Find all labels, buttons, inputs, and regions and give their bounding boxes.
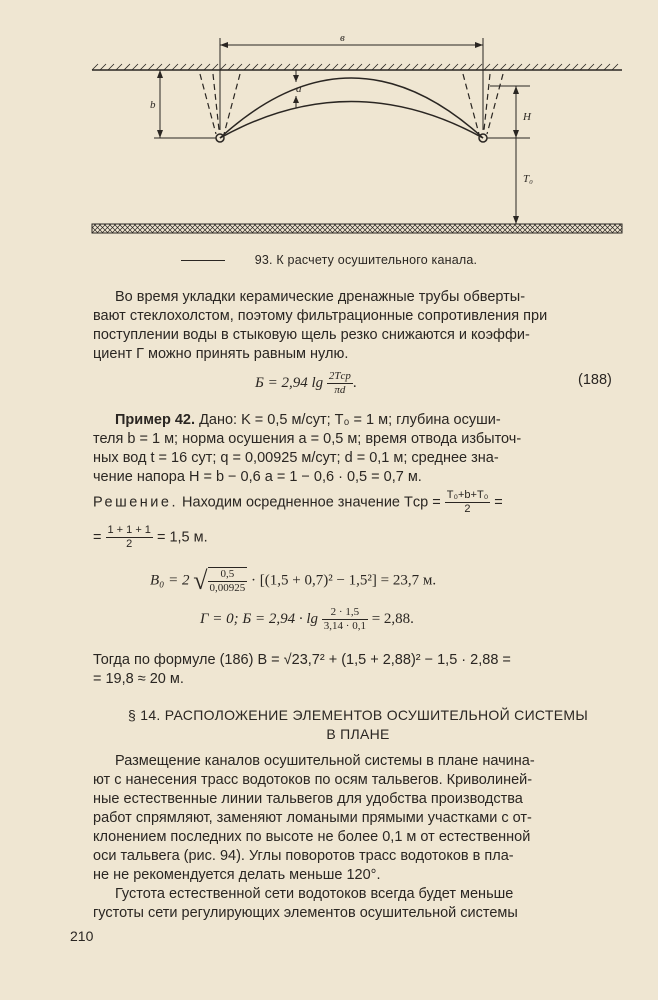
text-line: Размещение каналов осушительной системы в плане начина-: [115, 753, 535, 769]
drainage-diagram: [0, 30, 658, 245]
text-line: ют с нанесения трасс водотоков по осям тальвегов. Криволиней-: [93, 772, 533, 788]
fraction: $\frac{1 + 1 + 1}{2}$: [107, 524, 151, 550]
body-paragraph-2: [93, 885, 623, 923]
text-line: Тогда по формуле (186) B = √23,7² + (1,5 + 2,88)² − 1,5 · 2,88 =: [93, 652, 511, 668]
fraction: $\frac{\text{T₀+b+T₀}}{2}$: [446, 489, 489, 515]
formula-G-B: Г = 0; Б = 2,94 · lg $\frac{2 \cdot 1,5}{3,14 \cdot 0,1}$ = 2,88.: [200, 606, 414, 632]
label-a: a: [296, 83, 302, 95]
text-line: чение напора H = b − 0,6 a = 1 − 0,6 · 0,5 = 0,7 м.: [93, 469, 422, 485]
example-42: [93, 411, 623, 487]
label-b: b: [150, 99, 156, 111]
intro-paragraph: [93, 288, 623, 364]
text-line: вают стеклохолстом, поэтому фильтрационные сопротивления при: [93, 308, 548, 324]
text-line: работ спрямляют, заменяют ломаными прямыми участками с от-: [93, 810, 532, 826]
formula-B0: B₀ = 2 √ $\frac{0,5}{0,00925}$ · [(1,5 + 0,7)² − 1,5²] = 23,7 м.: [150, 566, 437, 595]
solution-line: Решение. Находим осредненное значение Tср = $\frac{\text{T₀+b+T₀}}{2}$ =: [93, 489, 503, 515]
figure-caption: 93. К расчету осушительного канала.: [0, 253, 658, 267]
conclusion: [93, 651, 633, 689]
text-line: циент Г можно принять равным нулю.: [93, 346, 349, 362]
equation-number: (188): [578, 372, 612, 388]
text-line: Дано: K = 0,5 м/сут; T₀ = 1 м; глубина осуши-: [199, 412, 501, 428]
formula-188: Б = 2,94 lg $\frac{\text{2Tср}}{\pi d}$ .: [255, 370, 357, 396]
label-T0: T₀: [523, 173, 533, 185]
fraction: $\frac{2 \cdot 1,5}{3,14 \cdot 0,1}$: [323, 606, 366, 632]
text-line: не не рекомендуется делать меньше 120°.: [93, 867, 381, 883]
text-line: ных вод t = 16 сут; q = 0,00925 м/сут; d = 0,1 м; среднее зна-: [93, 450, 499, 466]
label-width: в: [340, 32, 345, 44]
text-line: Во время укладки керамические дренажные трубы обверты-: [115, 289, 526, 305]
text-line: клонением последних по высоте не более 0,1 м от естественной: [93, 829, 531, 845]
example-title: Пример 42.: [115, 412, 196, 428]
text-line: оси тальвега (рис. 94). Углы поворотов трасс водотоков в пла-: [93, 848, 514, 864]
fraction: $\frac{\text{2Tср}}{\pi d}$: [328, 370, 351, 396]
solution-text: Находим осредненное значение Tср =: [182, 494, 441, 511]
page-number: 210: [70, 928, 94, 944]
solution-word: Решение.: [93, 494, 178, 511]
solution-line-2: = $\frac{1 + 1 + 1}{2}$ = 1,5 м.: [93, 524, 208, 550]
body-paragraph-1: [93, 752, 623, 885]
text-line: Густота естественной сети водотоков всегда будет меньше: [115, 886, 514, 902]
label-H: H: [523, 111, 531, 123]
text-line: густоты сети регулирующих элементов осушительной системы: [93, 905, 518, 921]
text-line: теля b = 1 м; норма осушения a = 0,5 м; время отвода избыточ-: [93, 431, 522, 447]
text-line: поступлении воды в стыковую щель резко снижаются и коэффи-: [93, 327, 530, 343]
text-line: ные естественные линии тальвегов для удобства производства: [93, 791, 523, 807]
section-heading: § 14. РАСПОЛОЖЕНИЕ ЭЛЕМЕНТОВ ОСУШИТЕЛЬНОЙ СИСТЕМЫ В ПЛАНЕ: [127, 707, 589, 742]
fraction: $\frac{0,5}{0,00925}$: [209, 568, 246, 594]
text-line: = 19,8 ≈ 20 м.: [93, 671, 184, 687]
